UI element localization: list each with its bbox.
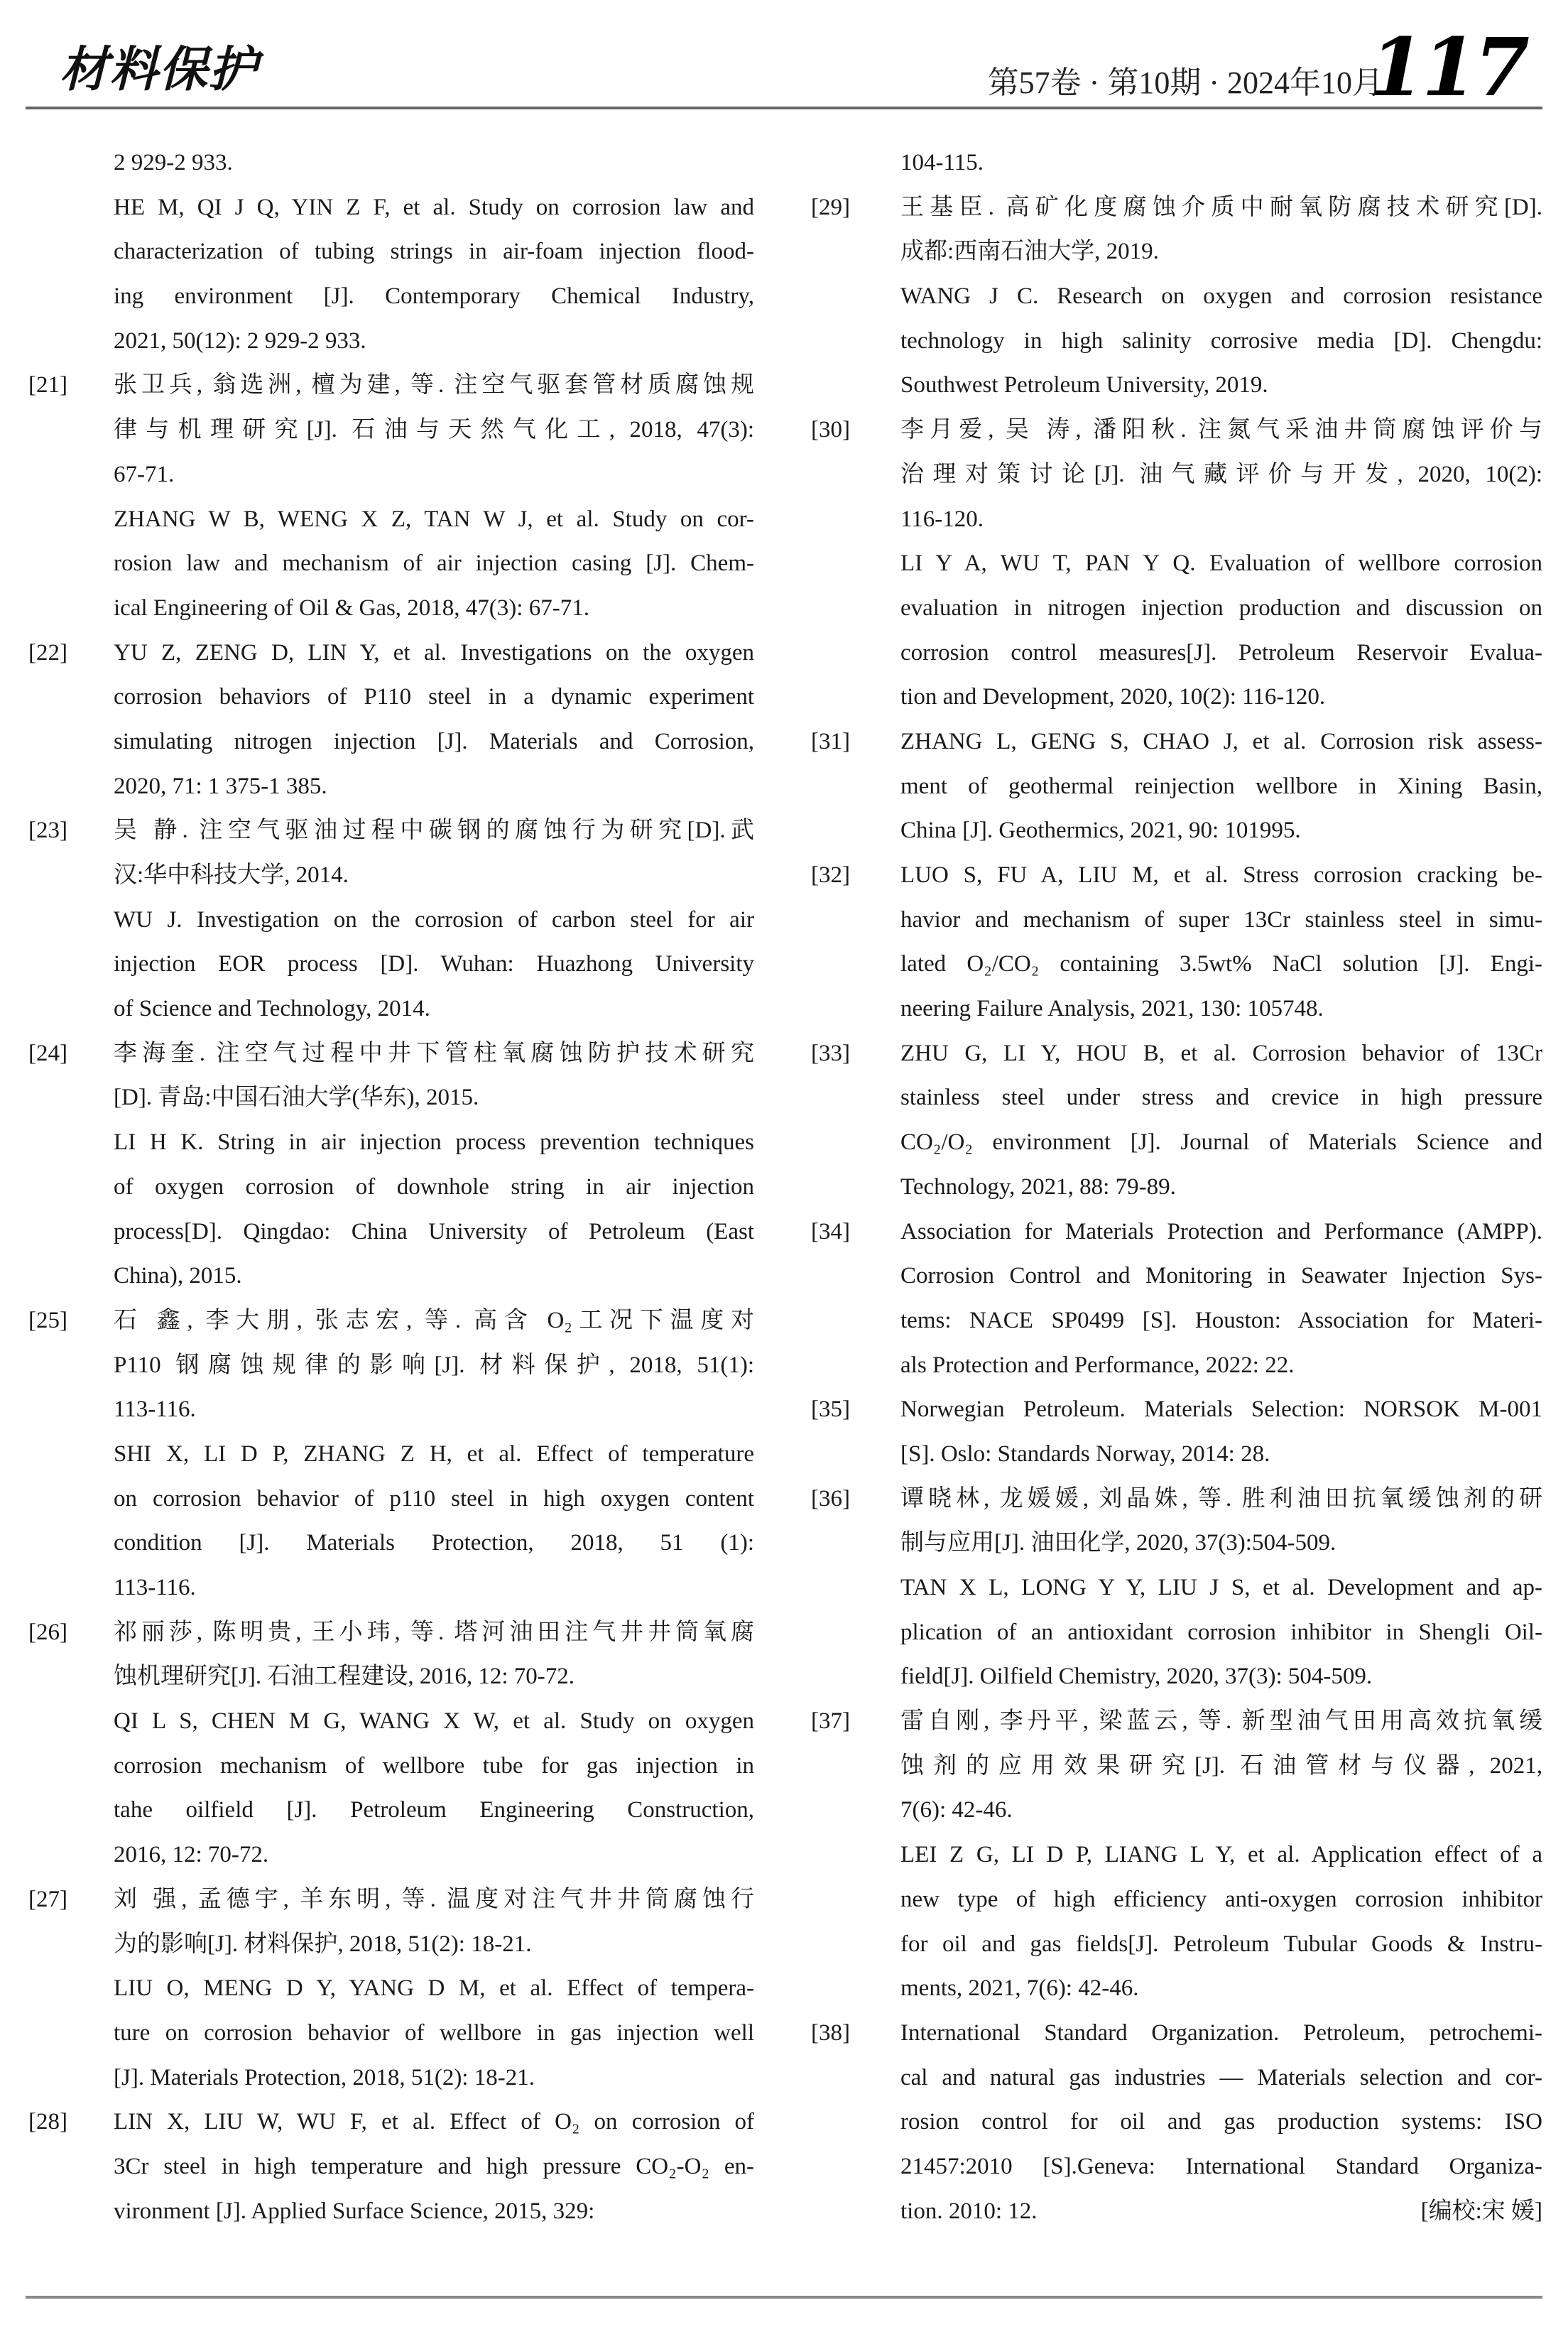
reference-line: lated O₂/CO₂ containing 3.5wt% NaCl solution [J]. Engi- bbox=[900, 951, 1542, 977]
reference-line: LI Y A, WU T, PAN Y Q. Evaluation of wellbore corrosion bbox=[900, 551, 1542, 577]
reference-line: 104-115. bbox=[900, 150, 984, 175]
reference-line: condition [J]. Materials Protection, 2018, 51 (1): bbox=[114, 1530, 754, 1556]
reference-number: [35] bbox=[811, 1397, 850, 1423]
reference-line: YU Z, ZENG D, LIN Y, et al. Investigations on the oxygen bbox=[114, 639, 754, 666]
reference-line: plication of an antioxidant corrosion inhibitor in Shengli Oil- bbox=[900, 1619, 1542, 1645]
reference-line: HE M, QI J Q, YIN Z F, et al. Study on corrosion law and bbox=[114, 194, 754, 220]
reference-number: [22] bbox=[28, 639, 67, 666]
reference-entry bbox=[28, 808, 754, 897]
reference-line: of oxygen corrosion of downhole string in air injection bbox=[114, 1173, 754, 1200]
reference-line: simulating nitrogen injection [J]. Materials and Corrosion, bbox=[114, 728, 754, 754]
reference-line: 2016, 12: 70-72. bbox=[114, 1842, 269, 1868]
reference-line: 2021, 50(12): 2 929-2 933. bbox=[114, 327, 366, 354]
reference-line: ZHANG W B, WENG X Z, TAN W J, et al. Study on cor- bbox=[114, 506, 754, 532]
reference-line: tahe oilfield [J]. Petroleum Engineering Construction, bbox=[114, 1797, 754, 1823]
reference-line: field[J]. Oilfield Chemistry, 2020, 37(3): 504-509. bbox=[900, 1664, 1373, 1690]
reference-translation bbox=[28, 141, 754, 185]
reference-translation bbox=[28, 497, 754, 631]
reference-line: 为的影响[J]. 材料保护, 2018, 51(2): 18-21. bbox=[114, 1931, 532, 1957]
reference-line: 张卫兵, 翁选洲, 檀为建, 等. 注空气驱套管材质腐蚀规 bbox=[114, 372, 754, 398]
reference-translation bbox=[811, 141, 1542, 185]
reference-entry bbox=[28, 363, 754, 497]
reference-line: 李海奎. 注空气过程中井下管柱氧腐蚀防护技术研究 bbox=[114, 1040, 754, 1066]
reference-line: [S]. Oslo: Standards Norway, 2014: 28. bbox=[900, 1441, 1270, 1467]
editor-credit: [编校:宋 媛] bbox=[1420, 2198, 1542, 2224]
issue-info: 第57卷 · 第10期 · 2024年10月 bbox=[987, 65, 1383, 100]
reference-number: [33] bbox=[811, 1040, 850, 1066]
reference-translation bbox=[811, 1833, 1542, 2011]
reference-line: ments, 2021, 7(6): 42-46. bbox=[900, 1975, 1139, 2002]
right-column bbox=[811, 141, 1542, 2233]
reference-entry bbox=[811, 1387, 1542, 1476]
reference-line: 刘 强, 孟德宇, 羊东明, 等. 温度对注气井井筒腐蚀行 bbox=[114, 1886, 754, 1912]
reference-line: tion. 2010: 12. [编校:宋 媛] bbox=[900, 2189, 1542, 2234]
reference-line: stainless steel under stress and crevice in high pressure bbox=[900, 1085, 1542, 1111]
page-number: 117 bbox=[1369, 21, 1527, 114]
reference-line: 律与机理研究[J]. 石油与天然气化工, 2018, 47(3): bbox=[114, 417, 754, 443]
reference-number: [25] bbox=[28, 1307, 67, 1333]
reference-line: ing environment [J]. Contemporary Chemical Industry, bbox=[114, 283, 754, 310]
reference-line: 113-116. bbox=[114, 1575, 196, 1600]
reference-line: technology in high salinity corrosive media [D]. Chengdu: bbox=[900, 327, 1542, 354]
reference-line: 67-71. bbox=[114, 461, 175, 487]
reference-line: China), 2015. bbox=[114, 1263, 242, 1289]
reference-line: 7(6): 42-46. bbox=[900, 1797, 1013, 1823]
reference-number: [24] bbox=[28, 1040, 67, 1066]
reference-entry bbox=[28, 631, 754, 809]
reference-line: WANG J C. Research on oxygen and corrosion resistance bbox=[900, 283, 1542, 310]
left-column bbox=[28, 141, 754, 2233]
reference-entry bbox=[28, 1610, 754, 1699]
reference-line: Corrosion Control and Monitoring in Seawater Injection Sys- bbox=[900, 1263, 1542, 1289]
reference-line: 王基臣. 高矿化度腐蚀介质中耐氧防腐技术研究[D]. bbox=[900, 194, 1542, 220]
reference-line: 成都:西南石油大学, 2019. bbox=[900, 239, 1159, 265]
footer-rule bbox=[26, 2296, 1542, 2299]
reference-number: [23] bbox=[28, 818, 67, 844]
reference-line: Association for Materials Protection and Performance (AMPP). bbox=[900, 1218, 1542, 1244]
reference-line: Southwest Petroleum University, 2019. bbox=[900, 372, 1268, 398]
reference-entry bbox=[811, 853, 1542, 1031]
reference-line: characterization of tubing strings in air-foam injection flood- bbox=[114, 239, 754, 265]
reference-number: [36] bbox=[811, 1485, 850, 1512]
reference-line: QI L S, CHEN M G, WANG X W, et al. Study on oxygen bbox=[114, 1708, 754, 1735]
reference-line: injection EOR process [D]. Wuhan: Huazhong University bbox=[114, 951, 754, 977]
reference-line: ical Engineering of Oil & Gas, 2018, 47(3): 67-71. bbox=[114, 595, 589, 621]
reference-translation bbox=[811, 1566, 1542, 1699]
reference-line: LEI Z G, LI D P, LIANG L Y, et al. Application effect of a bbox=[900, 1842, 1542, 1868]
reference-line: Technology, 2021, 88: 79-89. bbox=[900, 1173, 1176, 1200]
reference-number: [31] bbox=[811, 728, 850, 754]
reference-line: 谭晓林, 龙媛媛, 刘晶姝, 等. 胜利油田抗氧缓蚀剂的研 bbox=[900, 1485, 1542, 1512]
reference-entry bbox=[811, 1699, 1542, 1833]
reference-number: [27] bbox=[28, 1886, 67, 1912]
reference-line: TAN X L, LONG Y Y, LIU J S, et al. Development and ap- bbox=[900, 1575, 1542, 1600]
header-rule bbox=[26, 107, 1542, 109]
reference-line: 制与应用[J]. 油田化学, 2020, 37(3):504-509. bbox=[900, 1530, 1336, 1556]
reference-line: for oil and gas fields[J]. Petroleum Tubular Goods & Instru- bbox=[900, 1931, 1542, 1957]
reference-line: WU J. Investigation on the corrosion of carbon steel for air bbox=[114, 906, 754, 933]
reference-line: corrosion mechanism of wellbore tube for gas injection in bbox=[114, 1752, 754, 1779]
reference-line: 李月爱, 吴 涛, 潘阳秋. 注氮气采油井筒腐蚀评价与 bbox=[900, 417, 1542, 443]
reference-line: 石 鑫, 李大朋, 张志宏, 等. 高含 O₂工况下温度对 bbox=[114, 1307, 754, 1333]
reference-line: 116-120. bbox=[900, 506, 984, 532]
reference-line: 2020, 71: 1 375-1 385. bbox=[114, 773, 327, 799]
reference-number: [26] bbox=[28, 1619, 67, 1645]
reference-line: Norwegian Petroleum. Materials Selection: NORSOK M-001 bbox=[900, 1397, 1542, 1423]
reference-line: 21457:2010 [S].Geneva: International Standard Organiza- bbox=[900, 2153, 1542, 2179]
reference-line: 蚀机理研究[J]. 石油工程建设, 2016, 12: 70-72. bbox=[114, 1664, 575, 1690]
reference-entry bbox=[28, 2100, 754, 2233]
reference-line: International Standard Organization. Petroleum, petrochemi- bbox=[900, 2019, 1542, 2046]
reference-line: ment of geothermal reinjection wellbore in Xining Basin, bbox=[900, 773, 1542, 799]
reference-translation bbox=[28, 1699, 754, 1877]
reference-number: [28] bbox=[28, 2109, 67, 2135]
reference-translation bbox=[28, 1432, 754, 1610]
reference-line: 2 929-2 933. bbox=[114, 150, 233, 175]
reference-number: [38] bbox=[811, 2019, 850, 2046]
reference-line: [D]. 青岛:中国石油大学(华东), 2015. bbox=[114, 1085, 479, 1111]
reference-line: ZHANG L, GENG S, CHAO J, et al. Corrosion risk assess- bbox=[900, 728, 1542, 754]
reference-translation bbox=[811, 541, 1542, 720]
reference-line: cal and natural gas industries — Materials selection and cor- bbox=[900, 2064, 1542, 2090]
reference-entry bbox=[28, 1298, 754, 1432]
reference-line: [J]. Materials Protection, 2018, 51(2): 18-21. bbox=[114, 2064, 535, 2090]
reference-line: 吴 静. 注空气驱油过程中碳钢的腐蚀行为研究[D].武 bbox=[114, 818, 754, 844]
reference-line: SHI X, LI D P, ZHANG Z H, et al. Effect of temperature bbox=[114, 1441, 754, 1467]
reference-line: LIN X, LIU W, WU F, et al. Effect of O₂ on corrosion of bbox=[114, 2109, 754, 2135]
reference-line: tems: NACE SP0499 [S]. Houston: Association for Materi- bbox=[900, 1307, 1542, 1333]
reference-line: evaluation in nitrogen injection production and discussion on bbox=[900, 595, 1542, 621]
reference-line: corrosion behaviors of P110 steel in a dynamic experiment bbox=[114, 684, 754, 710]
reference-line: 祁丽莎, 陈明贵, 王小玮, 等. 塔河油田注气井井筒氧腐 bbox=[114, 1619, 754, 1645]
reference-line: rosion law and mechanism of air injection casing [J]. Chem- bbox=[114, 551, 754, 577]
reference-line: corrosion control measures[J]. Petroleum Reservoir Evalua- bbox=[900, 639, 1542, 666]
reference-entry bbox=[811, 2011, 1542, 2233]
reference-line: China [J]. Geothermics, 2021, 90: 101995. bbox=[900, 818, 1301, 844]
reference-translation bbox=[28, 898, 754, 1031]
reference-line: neering Failure Analysis, 2021, 130: 105748. bbox=[900, 996, 1324, 1022]
reference-translation bbox=[28, 185, 754, 364]
reference-line: on corrosion behavior of p110 steel in high oxygen content bbox=[114, 1485, 754, 1512]
reference-entry bbox=[811, 408, 1542, 541]
reference-number: [29] bbox=[811, 194, 850, 220]
reference-line: tion and Development, 2020, 10(2): 116-120. bbox=[900, 684, 1326, 710]
reference-number: [34] bbox=[811, 1218, 850, 1244]
reference-entry bbox=[811, 1031, 1542, 1210]
reference-entry bbox=[811, 185, 1542, 274]
reference-entry bbox=[811, 1477, 1542, 1566]
reference-line: havior and mechanism of super 13Cr stainless steel in simu- bbox=[900, 906, 1542, 933]
reference-translation bbox=[28, 1966, 754, 2100]
reference-line: 汉:华中科技大学, 2014. bbox=[114, 862, 349, 888]
reference-line: 蚀剂的应用效果研究[J]. 石油管材与仪器, 2021, bbox=[900, 1752, 1542, 1779]
reference-line: new type of high efficiency anti-oxygen corrosion inhibitor bbox=[900, 1886, 1542, 1912]
reference-line: process[D]. Qingdao: China University of Petroleum (East bbox=[114, 1218, 754, 1244]
page-header bbox=[0, 0, 1568, 114]
reference-line: ZHU G, LI Y, HOU B, et al. Corrosion behavior of 13Cr bbox=[900, 1040, 1542, 1066]
reference-line: als Protection and Performance, 2022: 22. bbox=[900, 1352, 1295, 1378]
reference-line: LIU O, MENG D Y, YANG D M, et al. Effect of tempera- bbox=[114, 1975, 754, 2002]
reference-line: 3Cr steel in high temperature and high pressure CO₂-O₂ en- bbox=[114, 2153, 754, 2179]
reference-line: P110 钢腐蚀规律的影响[J]. 材料保护, 2018, 51(1): bbox=[114, 1352, 754, 1378]
reference-translation bbox=[811, 274, 1542, 408]
reference-number: [32] bbox=[811, 862, 850, 888]
reference-number: [30] bbox=[811, 417, 850, 443]
reference-line: 113-116. bbox=[114, 1397, 196, 1423]
reference-line: vironment [J]. Applied Surface Science, 2015, 329: bbox=[114, 2198, 595, 2224]
reference-line: ture on corrosion behavior of wellbore in gas injection well bbox=[114, 2019, 754, 2046]
reference-line: LI H K. String in air injection process prevention techniques bbox=[114, 1129, 754, 1156]
reference-line: LUO S, FU A, LIU M, et al. Stress corrosion cracking be- bbox=[900, 862, 1542, 888]
reference-entry bbox=[811, 720, 1542, 853]
reference-translation bbox=[28, 1120, 754, 1298]
reference-entry bbox=[28, 1031, 754, 1120]
reference-line: of Science and Technology, 2014. bbox=[114, 996, 430, 1022]
reference-number: [21] bbox=[28, 372, 67, 398]
reference-entry bbox=[28, 1877, 754, 1966]
reference-line: rosion control for oil and gas production systems: ISO bbox=[900, 2109, 1542, 2135]
journal-logo: 材料保护 bbox=[60, 41, 259, 98]
reference-line: 治理对策讨论[J]. 油气藏评价与开发, 2020, 10(2): bbox=[900, 461, 1542, 487]
reference-entry bbox=[811, 1210, 1542, 1388]
reference-number: [37] bbox=[811, 1708, 850, 1735]
reference-line: CO₂/O₂ environment [J]. Journal of Materials Science and bbox=[900, 1129, 1542, 1156]
reference-line: 雷自刚, 李丹平, 梁蓝云, 等. 新型油气田用高效抗氧缓 bbox=[900, 1708, 1542, 1735]
